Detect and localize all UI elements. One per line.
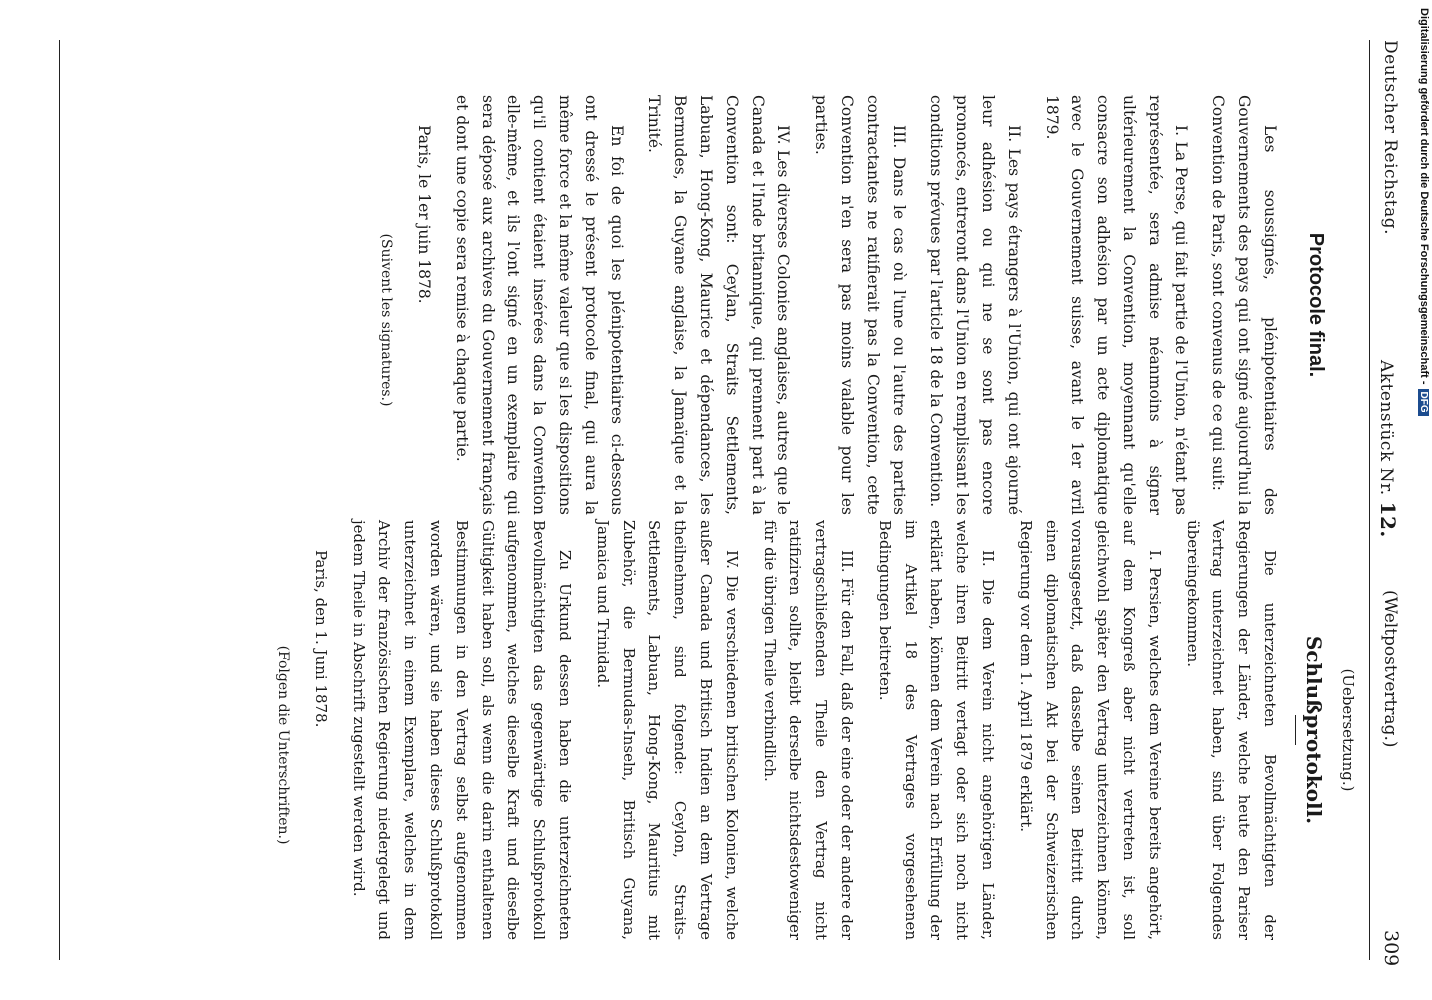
paragraph: III. Dans le cas où l'une ou l'autre des parties contractantes ne ratifierait pas la Convention, cette Convention n'en sera pas moins valable pour les parties. [812, 95, 908, 515]
paragraph: Zu Urkund dessen haben die unterzeichneten Bevollmächtigten das gegenwärtige Schlußprotokoll aufgenommen, welches dieselbe Kraft und dieselbe Gültigkeit haben soll, als wenn die darin enthaltenen Bestimmungen in den Vertrag selbst aufgenommen worden wären, und sie haben dieses Schlußprotokoll unterzeichnet in einem Exemplare, welches in dem Archiv der französischen Regierung niedergelegt und jedem Theile in Abschrift zugestellt werden wird. [349, 520, 575, 940]
left-title: Protocole final. [1305, 232, 1327, 378]
paragraph: II. Die dem Verein nicht angehörigen Länder, welche ihren Beitritt vertagt oder sich noch nicht erklärt haben, können dem Verein nach Erfüllung der im Artikel 18 des Vertrages vorgesehenen Bedingungen beitreten. [875, 520, 998, 940]
title-rule [1295, 715, 1296, 745]
running-header [1364, 0, 1404, 1000]
german-column [257, 520, 1282, 940]
place-date: Paris, den 1. Juni 1878. [311, 550, 330, 728]
place-date: Paris, le 1er juin 1878. [415, 125, 434, 304]
paragraph: IV. Les diverses Colonies anglaises, autres que le Canada et l'Inde britannique, qui prennent part à la Convention sont: Ceylan, Straits Settlements, Labuan, Hong-Kong, Maurice et dépendances, les Bermudes, la Guyane anglaise, la Jamaïque et la Trinité. [645, 95, 793, 515]
paragraph: I. La Perse, qui fait partie de l'Union, n'étant pas représentée, sera admise néanmoins à signer ultérieurement la Convention, moyennant qu'elle consacre son adhésion par un acte diplomatique avec le Gouvernement suisse, avant le 1er avril 1879. [1042, 95, 1190, 515]
header-right: (Weltpostvertrag.) [1380, 590, 1400, 748]
paragraph: IV. Die verschiedenen britischen Kolonien, welche außer Canada und Britisch Indien an dem Vertrage theilnehmen, sind folgende: Ceylon, Straits-Settlements, Labuan, Hong-Kong, Mauritius mit Zubehör, die Bermudas-Inseln, Britisch Guyana, Jamaica und Trinidad. [593, 520, 741, 940]
french-column [361, 95, 1283, 515]
paragraph: Die unterzeichneten Bevollmächtigten der Regierungen der Länder, welche heute den Pariser Vertrag unterzeichnet haben, sind über Folgendes übereingekommen. [1183, 520, 1279, 940]
signatures-note: (Folgen die Unterschriften.) [275, 645, 292, 845]
header-rule [1369, 40, 1370, 960]
credit-text: Digitalisierung gefördert durch die Deutsche Forschungsgemeinschaft - [1418, 8, 1430, 385]
paragraph: En foi de quoi les plénipotentiaires ci-dessous ont dressé le présent protocole final, qui aura la même force et la même valeur que si les dispositions qu'il contient étaient insérées dans la Convention elle-même, et ils l'ont signé en un exemplaire qui sera déposé aux archives du Gouvernement français et dont une copie sera remise à chaque partie. [452, 95, 626, 515]
digitization-credit [1410, 8, 1430, 998]
dfg-logo: DFG [1418, 389, 1429, 416]
page-number: 309 [1380, 930, 1402, 967]
header-number: 12. [1376, 501, 1400, 538]
right-title: Schlußprotokoll. [1302, 635, 1326, 825]
header-center [1376, 360, 1400, 538]
paragraph: I. Persien, welches dem Vereine bereits angehört, auf dem Kongreß aber nicht vertreten ist, soll gleichwohl später den Vertrag unterzeichnen können, vorausgesetzt, daß dasselbe seinen Beitritt durch einen diplomatischen Akt bei der Schweizerischen Regierung vor dem 1. April 1879 erklärt. [1016, 520, 1164, 940]
header-left: Deutscher Reichstag. [1380, 40, 1400, 235]
right-subtitle: (Uebersetzung.) [1339, 668, 1357, 792]
signatures-note: (Suivent les signatures.) [378, 233, 395, 407]
paragraph: Les soussignés, plénipotentiaires des Gouvernements des pays qui ont signé aujourd'hui la Convention de Paris, sont convenus de ce qui suit: [1209, 95, 1279, 515]
paragraph: II. Les pays étrangers à l'Union, qui ont ajourné leur adhésion ou qui ne se sont pas encore prononcés, entreront dans l'Union en remplissant les conditions prévues par l'article 18 de la Convention. [927, 95, 1023, 515]
header-prefix: Aktenstück Nr. [1376, 360, 1396, 496]
footer-rule [59, 40, 60, 960]
paragraph: III. Für den Fall, daß der eine oder der andere der vertragschließenden Theile den Vertrag nicht ratifiziren sollte, bleibt derselbe nichtsdestoweniger für die übrigen Theile verbindlich. [760, 520, 857, 940]
